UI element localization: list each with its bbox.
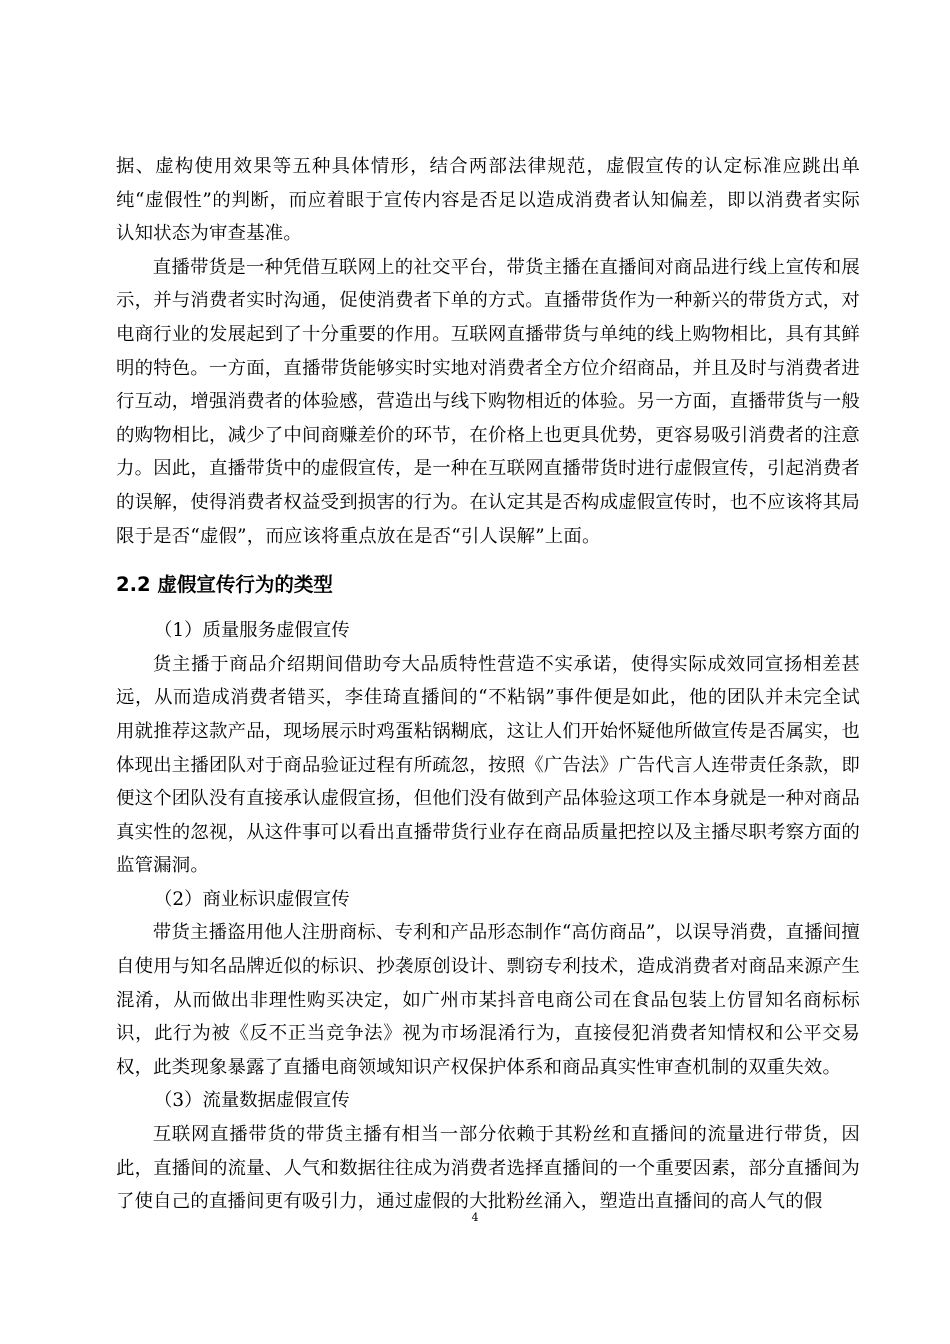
paragraph-continued: 据、虚构使用效果等五种具体情形，结合两部法律规范，虚假宣传的认定标准应跳出单纯“虚假性”的判断，而应着眼于宣传内容是否足以造成消费者认知偏差，即以消费者实际认知状态为审查基准。: [116, 156, 860, 245]
paragraph-traffic: 互联网直播带货的带货主播有相当一部分依赖于其粉丝和直播间的流量进行带货，因此，直播间的流量、人气和数据往往成为消费者选择直播间的一个重要因素，部分直播间为了使自己的直播间更有吸引力，通过虚假的大批粉丝涌入，塑造出直播间的高人气的假: [116, 1124, 860, 1213]
paragraph-quality: 货主播于商品介绍期间借助夸大品质特性营造不实承诺，使得实际成效同宣扬相差甚远，从而造成消费者错买，李佳琦直播间的“不粘锅”事件便是如此，他的团队并未完全试用就推荐这款产品，现场展示时鸡蛋粘锅糊底，这让人们开始怀疑他所做宣传是否属实，也体现出主播团队对于商品验证过程有所疏忽，按照《广告法》广告代言人连带责任条款，即便这个团队没有直接承认虚假宣扬，但他们没有做到产品体验这项工作本身就是一种对商品真实性的忽视，从这件事可以看出直播带货行业存在商品质量把控以及主播尽职考察方面的监管漏洞。: [116, 653, 860, 877]
section-heading: 2.2 虚假宣传行为的类型: [116, 573, 333, 597]
subsection-title-trademark: （2）商业标识虚假宣传: [154, 888, 350, 910]
page-number: 4: [471, 1211, 479, 1224]
paragraph-trademark: 带货主播盗用他人注册商标、专利和产品形态制作“高仿商品”，以误导消费，直播间擅自使用与知名品牌近似的标识、抄袭原创设计、剽窃专利技术，造成消费者对商品来源产生混淆，从而做出非理性购买决定，如广州市某抖音电商公司在食品包装上仿冒知名商标标识，此行为被《反不正当竞争法》视为市场混淆行为，直接侵犯消费者知情权和公平交易权，此类现象暴露了直播电商领域知识产权保护体系和商品真实性审查机制的双重失效。: [116, 922, 860, 1078]
subsection-title-traffic: （3）流量数据虚假宣传: [154, 1090, 350, 1112]
subsection-title-quality: （1）质量服务虚假宣传: [154, 620, 350, 642]
page-body: [116, 150, 860, 1219]
paragraph-livestream-definition: 直播带货是一种凭借互联网上的社交平台，带货主播在直播间对商品进行线上宣传和展示，并与消费者实时沟通，促使消费者下单的方式。直播带货作为一种新兴的带货方式，对电商行业的发展起到了十分重要的作用。互联网直播带货与单纯的线上购物相比，具有其鲜明的特色。一方面，直播带货能够实时实地对消费者全方位介绍商品，并且及时与消费者进行互动，增强消费者的体验感，营造出与线下购物相近的体验。另一方面，直播带货与一般的购物相比，减少了中间商赚差价的环节，在价格上也更具优势，更容易吸引消费者的注意力。因此，直播带货中的虚假宣传，是一种在互联网直播带货时进行虚假宣传，引起消费者的误解，使得消费者权益受到损害的行为。在认定其是否构成虚假宣传时，也不应该将其局限于是否“虚假”，而应该将重点放在是否“引人误解”上面。: [116, 256, 860, 547]
